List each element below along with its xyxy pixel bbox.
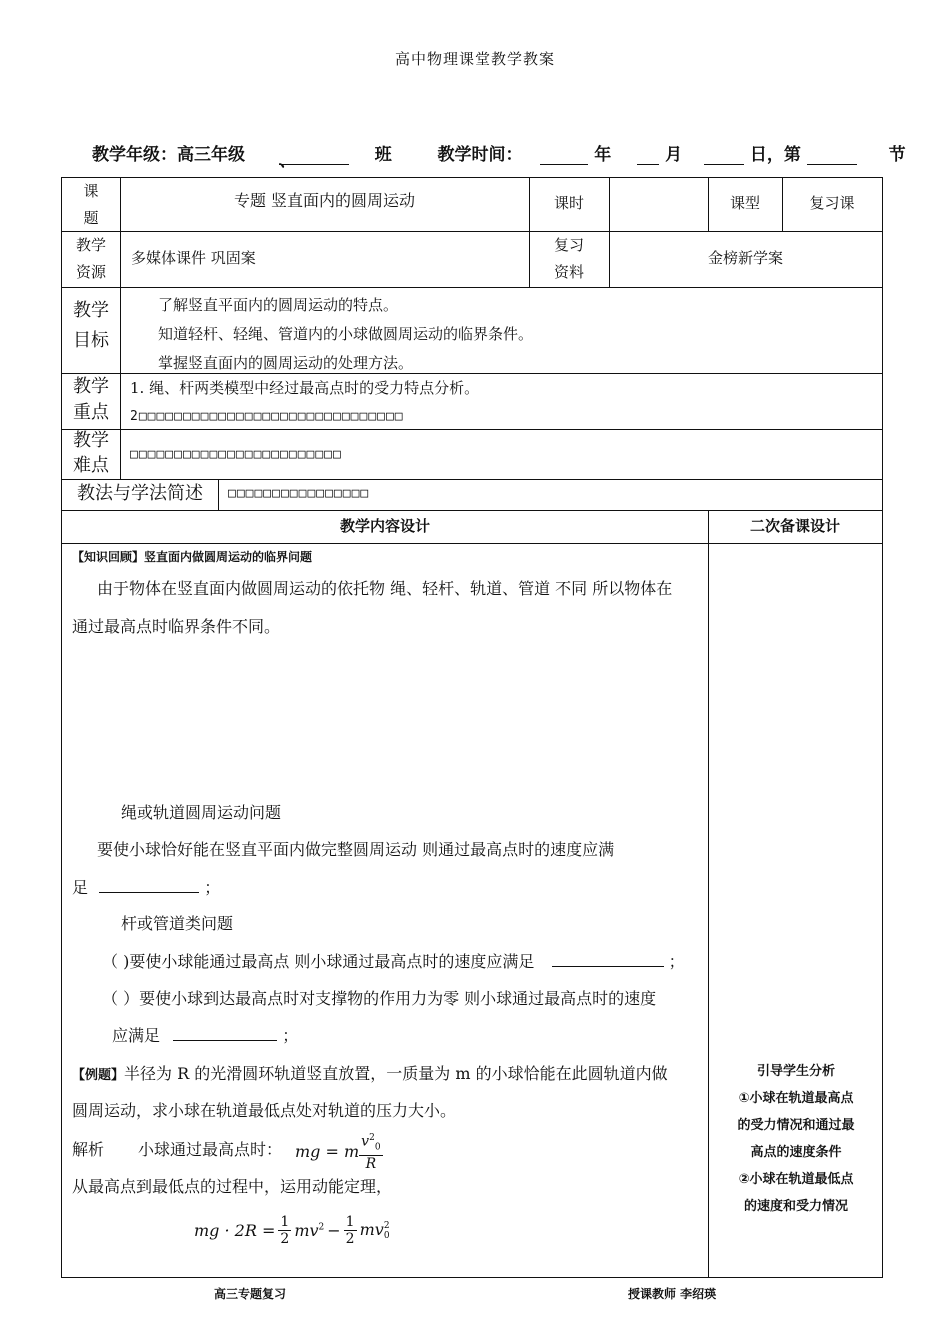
resources-value: 多媒体课件 巩固案: [131, 249, 256, 267]
eq2-term-2: [360, 1220, 390, 1241]
goals-label: 教学 目标: [73, 300, 109, 351]
eq1-lhs: mg = m: [295, 1141, 360, 1161]
topic-label: 课 题: [83, 182, 99, 227]
class-label: 班: [374, 145, 392, 165]
rope-q2-text: 足: [72, 878, 89, 897]
resources-label: 教学 资源: [75, 236, 106, 281]
eq2-term-1-sup: 2: [318, 1222, 325, 1233]
eq2-lhs: mg · 2R =: [194, 1221, 276, 1240]
eq2-half-2-den: 2: [345, 1231, 355, 1247]
side-note-3: 的受力情况和通过最: [737, 1118, 855, 1133]
hours-label: 课时: [553, 194, 584, 212]
eq1-fraction: [359, 1130, 382, 1172]
rod-q2-blank[interactable]: [173, 1024, 277, 1041]
grade-label: 教学年级：高三年级: [92, 145, 245, 165]
eq2-term-2-sub: 0: [383, 1230, 390, 1241]
key-item-1: 1. 绳、杆两类模型中经过最高点时的受力特点分析。: [130, 379, 480, 397]
rod-q1-blank[interactable]: [552, 950, 664, 967]
rod-q1-end: ；: [668, 952, 685, 971]
eq2-half-2: [344, 1214, 357, 1247]
month-blank: [637, 146, 659, 165]
footer-left: 高三专题复习: [214, 1287, 287, 1301]
day-label: 日，第: [749, 145, 801, 165]
second-header: 二次备课设计: [749, 517, 840, 535]
class-blank: [278, 146, 349, 171]
content-header: 教学内容设计: [339, 517, 430, 535]
side-notes: [710, 1058, 882, 1220]
rod-q1-text: （ )要使小球能通过最高点 则小球通过最高点时的速度应满足: [102, 952, 535, 971]
example-text-1: 半径为 R 的光滑圆环轨道竖直放置，一质量为 m 的小球恰能在此圆轨道内做: [124, 1064, 668, 1083]
period-label: 节: [888, 145, 906, 165]
side-note-6: 的速度和受力情况: [743, 1199, 848, 1214]
review-value: 金榜新学案: [707, 249, 783, 267]
key-item-2: 2□□□□□□□□□□□□□□□□□□□□□□□□□□□□□□: [130, 409, 404, 424]
rod-title: 杆或管道类问题: [121, 914, 234, 933]
method-label: 教法与学法简述: [77, 483, 203, 504]
eq1-denominator: R: [365, 1156, 377, 1173]
sep: 、: [278, 151, 296, 171]
rod-question-1: [102, 948, 685, 975]
rod-question-2b: [112, 1022, 298, 1049]
page-header-title: 高中物理课堂教学教案: [394, 50, 555, 68]
eq2-term-2-sup: 2: [383, 1220, 390, 1231]
rope-q2-end: ；: [204, 878, 221, 897]
example-tag: 【例题】: [72, 1068, 125, 1083]
eq2-term-1-text: mv: [294, 1221, 319, 1240]
difficult-label: 教学 难点: [73, 430, 109, 476]
equation-1: [295, 1130, 383, 1172]
goal-item-2: 知道轻杆、轻绳、管道内的小球做圆周运动的临界条件。: [158, 325, 534, 343]
info-line: [92, 140, 906, 171]
type-label: 课型: [729, 194, 760, 212]
eq2-half-1-den: 2: [280, 1231, 290, 1247]
eq2-half-1: [278, 1214, 291, 1247]
eq2-minus: −: [327, 1221, 341, 1240]
key-label: 教学 重点: [73, 376, 109, 423]
year-label: 年: [594, 145, 612, 165]
eq2-term-2-text: mv: [359, 1220, 384, 1240]
eq1-numerator: v: [361, 1133, 370, 1150]
eq2-half-2-num: 1: [345, 1214, 355, 1230]
difficult-value: □□□□□□□□□□□□□□□□□□□□□□□□: [130, 447, 342, 462]
analysis-line-1: 小球通过最高点时：: [138, 1140, 283, 1159]
side-note-4: 高点的速度条件: [750, 1145, 842, 1160]
intro-line-1: 由于物体在竖直面内做圆周运动的依托物 绳、轻杆、轨道、管道 不同 所以物体在: [97, 579, 673, 598]
topic-value: 专题 竖直面内的圆周运动: [233, 191, 416, 210]
eq2-half-1-num: 1: [280, 1214, 290, 1230]
year-blank: [540, 146, 588, 165]
rod-question-2: （ ）要使小球到达最高点时对支撑物的作用力为零 则小球通过最高点时的速度: [102, 989, 657, 1008]
intro-line-2: 通过最高点时临界条件不同。: [72, 617, 281, 636]
rod-q2b-text: 应满足: [112, 1026, 161, 1045]
period-blank: [807, 146, 857, 165]
example-line-2: 圆周运动，求小球在轨道最低点处对轨道的压力大小。: [72, 1101, 457, 1120]
analysis-label: 解析: [72, 1140, 105, 1159]
rope-question-2: [72, 874, 220, 901]
type-value: 复习课: [809, 194, 855, 212]
analysis-line-2: 从最高点到最低点的过程中，运用动能定理，: [72, 1177, 393, 1196]
side-note-1: 引导学生分析: [756, 1064, 835, 1079]
rope-title: 绳或轨道圆周运动问题: [121, 803, 282, 822]
eq2-term-1: [294, 1221, 324, 1240]
goal-item-1: 了解竖直平面内的圆周运动的特点。: [158, 296, 399, 314]
side-note-2: ①小球在轨道最高点: [738, 1091, 854, 1106]
footer-right: 授课教师 李绍瑛: [628, 1287, 717, 1301]
method-value: □□□□□□□□□□□□□□□□: [228, 486, 370, 501]
month-label: 月: [665, 145, 683, 165]
time-label: 教学时间：: [437, 145, 523, 165]
goal-item-3: 掌握竖直面内的圆周运动的处理方法。: [158, 354, 414, 372]
rope-question-1: 要使小球恰好能在竖直平面内做完整圆周运动 则通过最高点时的速度应满: [97, 840, 615, 859]
review-title: 【知识回顾】竖直面内做圆周运动的临界问题: [72, 550, 313, 564]
eq1-sub: 0: [374, 1142, 381, 1153]
equation-2: [194, 1214, 390, 1247]
rope-answer-blank[interactable]: [99, 876, 199, 893]
review-label: 复习 资料: [553, 236, 584, 281]
day-blank: [704, 146, 744, 165]
rod-q2-end: ；: [282, 1026, 299, 1045]
side-note-5: ②小球在轨道最低点: [738, 1172, 854, 1187]
eq1-sup: 2: [369, 1133, 375, 1143]
example-line-1: [72, 1060, 668, 1089]
